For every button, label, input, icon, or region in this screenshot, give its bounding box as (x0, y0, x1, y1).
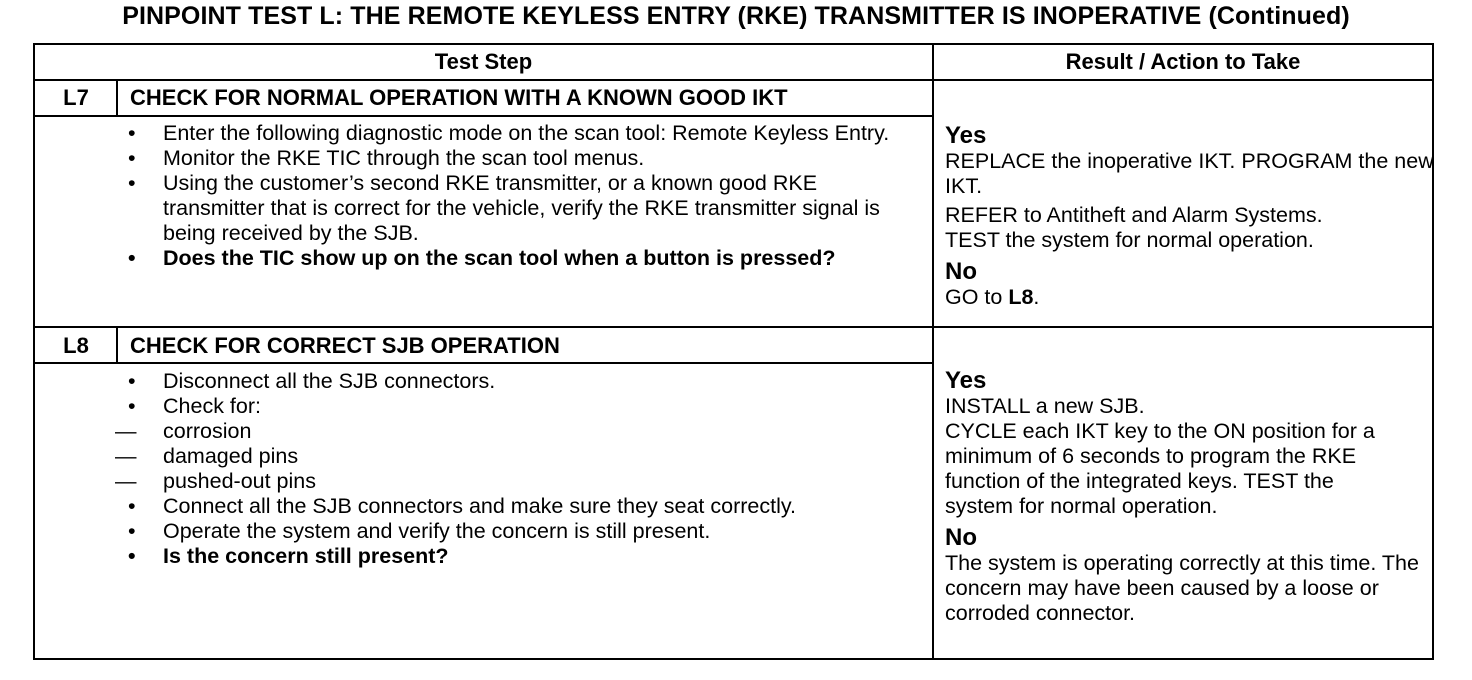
step-instructions (115, 121, 895, 271)
yes-label: Yes (945, 367, 987, 394)
instruction-item: • Operate the system and verify the concern is still present. (128, 519, 711, 543)
step-id: L7 (63, 85, 89, 110)
bullet-icon: • (128, 121, 136, 145)
no-action: The system is operating correctly at this time. The concern may have been caused by a loose or corroded connector. (945, 551, 1419, 625)
row-divider (35, 326, 1432, 328)
bullet-icon: • (128, 171, 136, 195)
result-l7 (945, 123, 1435, 310)
instruction-item: • Monitor the RKE TIC through the scan tool menus. (128, 146, 645, 170)
page-title: PINPOINT TEST L: THE REMOTE KEYLESS ENTRY (RKE) TRANSMITTER IS INOPERATIVE (Continued) (122, 2, 1350, 30)
no-label: No (945, 524, 977, 551)
dash-icon: — (115, 419, 137, 443)
dash-icon: — (115, 444, 137, 468)
step-title: CHECK FOR NORMAL OPERATION WITH A KNOWN GOOD IKT (130, 85, 788, 110)
step-title: CHECK FOR CORRECT SJB OPERATION (130, 333, 560, 358)
instruction-item: • Connect all the SJB connectors and make sure they seat correctly. (128, 494, 796, 518)
yes-action: INSTALL a new SJB. (945, 394, 1145, 418)
instruction-item: • Disconnect all the SJB connectors. (128, 369, 496, 393)
bullet-icon: • (128, 369, 136, 393)
header-result-action: Result / Action to Take (1065, 49, 1301, 74)
check-item: — pushed-out pins (115, 469, 316, 493)
result-l8 (945, 368, 1435, 626)
column-divider (932, 45, 934, 658)
no-label: No (945, 258, 977, 285)
pinpoint-test-table (33, 43, 1434, 660)
step-id: L8 (63, 333, 89, 358)
bullet-icon: • (128, 494, 136, 518)
yes-action: REPLACE the inoperative IKT. PROGRAM the new IKT. (945, 149, 1434, 198)
check-item: — corrosion (115, 419, 252, 443)
instruction-item: • Enter the following diagnostic mode on the scan tool: Remote Keyless Entry. (128, 121, 890, 145)
instruction-question: • Is the concern still present? (128, 544, 449, 568)
bullet-icon: • (128, 394, 136, 418)
check-item: — damaged pins (115, 444, 299, 468)
header-test-step: Test Step (434, 49, 533, 74)
l7-title-divider (35, 115, 932, 117)
yes-action: TEST the system for normal operation. (945, 228, 1314, 252)
instruction-question: • Does the TIC show up on the scan tool when a button is pressed? (128, 246, 836, 270)
instruction-item: • Check for: — corrosion — damaged pins — pushed-out pins (115, 394, 895, 494)
bullet-icon: • (128, 246, 136, 270)
bullet-icon: • (128, 519, 136, 543)
bullet-icon: • (128, 544, 136, 568)
dash-icon: — (115, 469, 137, 493)
yes-action: CYCLE each IKT key to the ON position for a minimum of 6 seconds to program the RKE function of the integrated keys. TEST the system for normal operation. (945, 419, 1375, 518)
yes-action: REFER to Antitheft and Alarm Systems. (945, 203, 1323, 227)
instruction-item: • Using the customer’s second RKE transmitter, or a known good RKE transmitter that is correct for the vehicle, verify the RKE transmitter signal is being received by the SJB. (128, 171, 880, 245)
no-action: GO to L8. (945, 285, 1040, 309)
step-reference-link: L8 (1008, 285, 1034, 309)
yes-label: Yes (945, 122, 987, 149)
bullet-icon: • (128, 146, 136, 170)
step-instructions (115, 369, 895, 569)
